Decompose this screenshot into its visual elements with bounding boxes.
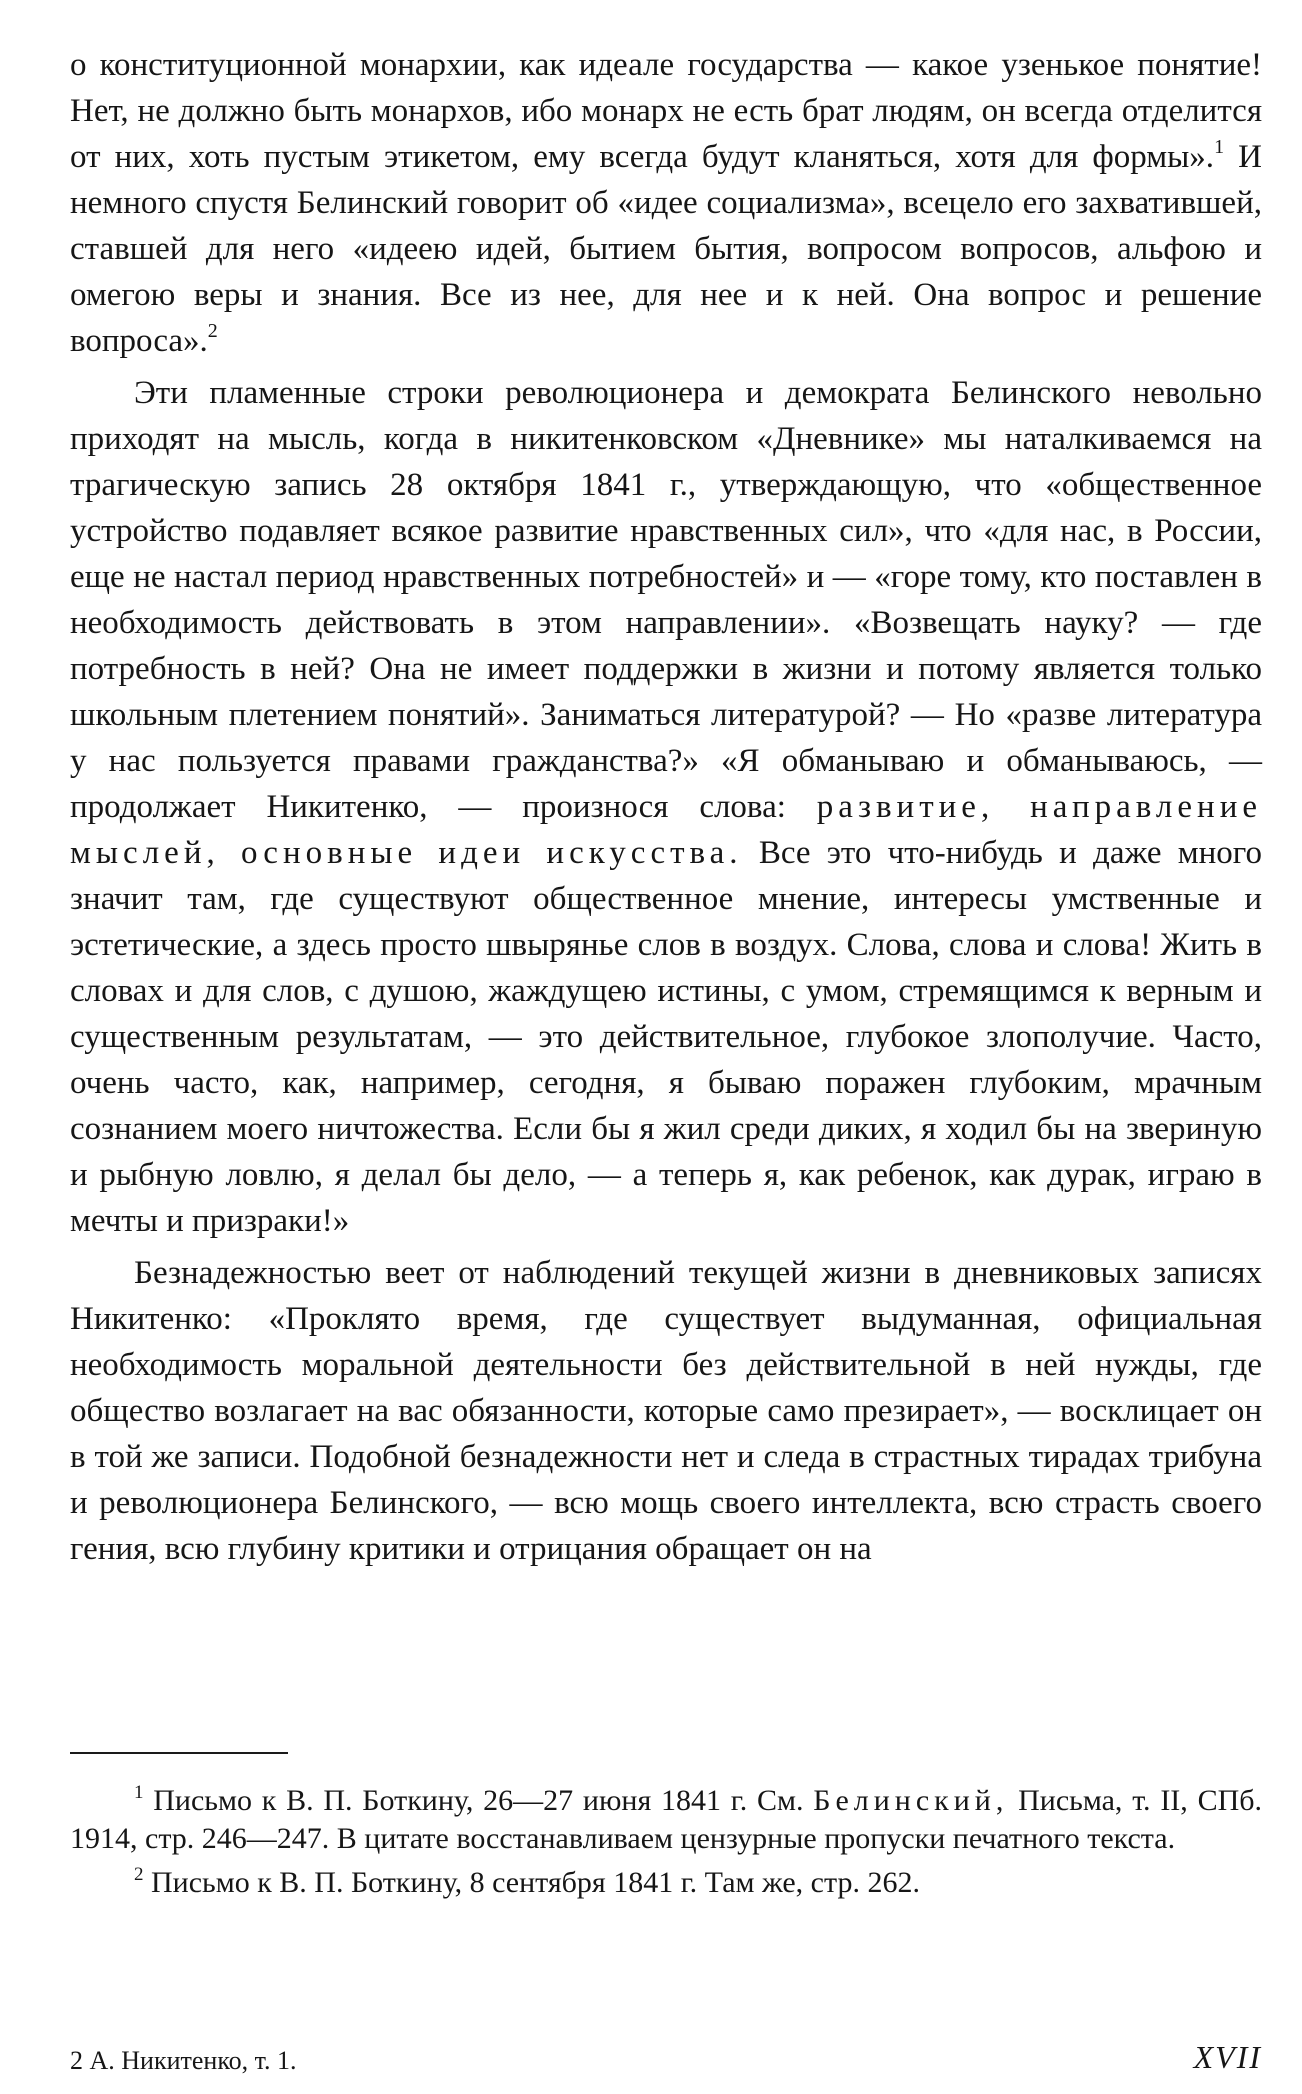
footnote-ref-1: 1 — [1214, 136, 1225, 158]
footnote-2 — [70, 1864, 1262, 1902]
footnote-1-text: Письмо к В. П. Боткину, 26—27 июня 1841 г. См. — [143, 1784, 814, 1817]
main-text — [70, 42, 1262, 1578]
footnote-1-text-cont: Письма, т. II, СПб. 1914, стр. 246—247. В цитате восстанавливаем цензурные пропуски печатного текста. — [70, 1784, 1263, 1855]
footnote-ref-2: 2 — [207, 320, 218, 342]
paragraph-1-text: о конституционной монархии, как идеале государства — какое узенькое понятие! Нет, не должно быть монархов, ибо монарх не есть брат людям, он всегда отделится от них, хоть пустым этикетом, ему всегда будут кланяться, хотя для формы». — [70, 47, 1262, 175]
paragraph-2-text-cont: Все это что-нибудь и даже много значит там, где существуют общественное мнение, интересы умственные и эстетические, а здесь просто швырянье слов в воздух. Слова, слова и слова! Жить в словах и для слов, с душою, жаждущею истины, с умом, стремящимся к верным и существенным результатам, — это действительное, глубокое злополучие. Часто, очень часто, как, например, сегодня, я бываю поражен глубоким, мрачным сознанием моего ничтожества. Если бы я жил среди диких, я ходил бы на звериную и рыбную ловлю, я делал бы дело, — а теперь я, как ребенок, как дурак, играю в мечты и призраки!» — [70, 835, 1262, 1239]
paragraph-3: Безнадежностью веет от наблюдений текущей жизни в дневниковых записях Никитенко: «Проклято время, где существует выдуманная, официальная необходимость моральной деятельности без действительной в ней нужды, где общество возлагает на вас обязанности, которые само презирает», — восклицает он в той же записи. Подобной безнадежности нет и следа в страстных тирадах трибуна и революционера Белинского, — всю мощь своего интеллекта, всю страсть своего гения, всю глубину критики и отрицания обращает он на — [70, 1255, 1262, 1567]
footnote-2-mark: 2 — [134, 1864, 144, 1885]
paragraph-1 — [70, 42, 1262, 364]
page-number: XVII — [1193, 2039, 1262, 2075]
paragraph-1-text-cont: И немного спустя Белинский говорит об «идее социализма», всецело его захватившей, ставшей для него «идеею идей, бытием бытия, вопросом вопросов, альфою и омегою веры и знания. Все из нее, для нее и к ней. Она вопрос и решение вопроса». — [70, 139, 1262, 359]
footnote-divider — [70, 1752, 288, 1754]
footnote-1-spaced-text: Белинский, — [813, 1784, 1009, 1817]
footnote-1 — [70, 1782, 1262, 1858]
footnote-1-mark: 1 — [134, 1782, 144, 1803]
printer-signature: 2 А. Никитенко, т. 1. — [70, 2046, 297, 2075]
paragraph-2-spaced-text: развитие, направление мыслей, основные идеи искусства. — [70, 789, 1263, 871]
footnotes — [70, 1782, 1262, 1908]
paragraph-2 — [70, 370, 1262, 1244]
footnote-2-text: Письмо к В. П. Боткину, 8 сентября 1841 г. Там же, стр. 262. — [143, 1866, 920, 1899]
paragraph-2-text: Эти пламенные строки революционера и демократа Белинского невольно приходят на мысль, когда в никитенковском «Дневнике» мы наталкиваемся на трагическую запись 28 октября 1841 г., утверждающую, что «общественное устройство подавляет всякое развитие нравственных сил», что «для нас, в России, еще не настал период нравственных потребностей» и — «горе тому, кто поставлен в необходимость действовать в этом направлении». «Возвещать науку? — где потребность в ней? Она не имеет поддержки в жизни и потому является только школьным плетением понятий». Заниматься литературой? — Но «разве литература у нас пользуется правами гражданства?» «Я обманываю и обманываюсь, — продолжает Никитенко, — произнося слова: — [70, 375, 1262, 825]
